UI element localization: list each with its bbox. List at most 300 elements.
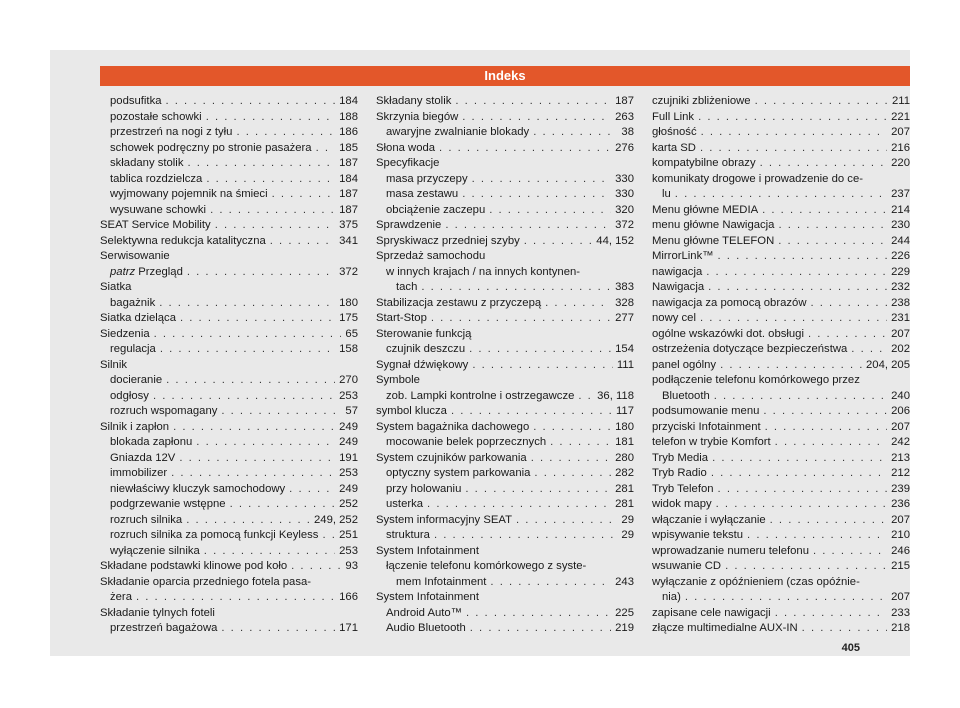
index-entry-page: 233 bbox=[891, 606, 910, 619]
index-entry-label: Menu główne TELEFON bbox=[652, 234, 775, 247]
index-entry-line bbox=[652, 327, 910, 343]
index-entry-label: podsumowanie menu bbox=[652, 405, 760, 417]
index-entry-page: 93 bbox=[345, 560, 358, 572]
index-entry-line bbox=[652, 218, 910, 234]
dot-leader bbox=[236, 125, 335, 141]
dot-leader bbox=[186, 513, 310, 529]
dot-leader bbox=[421, 280, 611, 296]
index-entry-line bbox=[100, 141, 358, 157]
dot-leader bbox=[210, 203, 335, 219]
index-entry-page: 236 bbox=[891, 498, 910, 510]
dot-leader bbox=[465, 482, 611, 498]
dot-leader bbox=[171, 466, 335, 482]
index-entry-line bbox=[100, 203, 358, 219]
dot-leader bbox=[778, 218, 887, 234]
index-entry bbox=[652, 203, 910, 219]
index-entry-label: Skrzynia biegów bbox=[376, 110, 459, 123]
index-entry-label: Selektywna redukcja katalityczna bbox=[100, 234, 266, 247]
index-entry-label: MirrorLink™ bbox=[652, 250, 714, 262]
index-entry-page: 226 bbox=[891, 250, 910, 262]
index-entry bbox=[376, 404, 634, 420]
index-entry-heading: Sterowanie funkcją bbox=[376, 327, 472, 340]
index-entry-label: docieranie bbox=[110, 374, 163, 386]
index-entry-label-line1: podłączenie telefonu komórkowego przez bbox=[652, 374, 860, 386]
index-entry-heading: Symbole bbox=[376, 374, 420, 386]
index-entry bbox=[100, 311, 358, 327]
index-entry-line bbox=[652, 249, 910, 265]
index-entry-line bbox=[652, 187, 910, 203]
index-entry-label: optyczny system parkowania bbox=[386, 467, 531, 479]
index-entry-page: 270 bbox=[339, 374, 358, 386]
index-entry bbox=[652, 296, 910, 312]
dot-leader bbox=[291, 559, 341, 575]
index-entry-label: masa przyczepy bbox=[386, 172, 468, 185]
index-entry-line bbox=[652, 451, 910, 467]
index-entry bbox=[100, 466, 358, 482]
index-entry-line bbox=[652, 203, 910, 219]
dot-leader bbox=[851, 342, 887, 358]
index-entry bbox=[100, 156, 358, 172]
index-entry-page: 158 bbox=[339, 343, 358, 355]
index-entry-page: 230 bbox=[891, 219, 910, 231]
dot-leader bbox=[322, 528, 335, 544]
index-entry-page: 238 bbox=[891, 296, 910, 309]
index-entry-page: 253 bbox=[339, 544, 358, 557]
dot-leader bbox=[316, 141, 336, 157]
index-entry-line bbox=[652, 311, 910, 327]
dot-leader bbox=[434, 528, 617, 544]
index-entry-line bbox=[376, 466, 634, 482]
index-entry bbox=[100, 528, 358, 544]
index-entry-label: przestrzeń bagażowa bbox=[110, 622, 218, 634]
index-entry-label: mocowanie belek poprzecznych bbox=[386, 436, 547, 448]
index-entry-page: 175 bbox=[339, 312, 358, 324]
index-entry-page: 221 bbox=[891, 110, 910, 123]
index-entry bbox=[376, 187, 634, 203]
index-entry-line bbox=[376, 404, 634, 420]
index-entry-label-line1: łączenie telefonu komórkowego z syste- bbox=[386, 560, 587, 572]
index-entry-line bbox=[652, 544, 910, 560]
index-entry bbox=[376, 156, 634, 172]
dot-leader bbox=[153, 389, 335, 405]
index-entry bbox=[100, 559, 358, 575]
index-entry bbox=[376, 466, 634, 482]
index-entry bbox=[100, 606, 358, 622]
index-entry-line bbox=[100, 435, 358, 451]
index-entry bbox=[100, 110, 358, 126]
index-entry bbox=[652, 435, 910, 451]
index-entry-line bbox=[100, 172, 358, 188]
dot-leader bbox=[173, 420, 335, 436]
index-entry-label: nowy cel bbox=[652, 312, 696, 324]
index-entry-line bbox=[652, 265, 910, 281]
index-entry-label: odgłosy bbox=[110, 389, 149, 402]
index-entry-page: 207 bbox=[891, 327, 910, 340]
dot-leader bbox=[470, 621, 611, 637]
index-entry bbox=[652, 172, 910, 203]
dot-leader bbox=[760, 156, 888, 172]
index-entry-line bbox=[652, 559, 910, 575]
dot-leader bbox=[711, 466, 887, 482]
index-entry-line bbox=[100, 621, 358, 637]
index-entry-page: 277 bbox=[615, 312, 634, 324]
index-entry-page: 263 bbox=[615, 110, 634, 123]
index-entry-line bbox=[376, 296, 634, 312]
index-entry-page: 231 bbox=[891, 312, 910, 324]
index-entry-page: 187 bbox=[339, 157, 358, 169]
dot-leader bbox=[716, 497, 887, 513]
index-entry-line bbox=[376, 358, 634, 374]
index-entry-page: 188 bbox=[339, 110, 358, 123]
index-entry-label: schowek podręczny po stronie pasażera bbox=[110, 141, 312, 154]
dot-leader bbox=[462, 110, 611, 126]
index-entry-line bbox=[376, 187, 634, 203]
index-entry-line bbox=[652, 280, 910, 296]
index-entry-label: SEAT Service Mobility bbox=[100, 219, 211, 231]
index-entry-line bbox=[100, 590, 358, 606]
dot-leader bbox=[159, 296, 335, 312]
index-entry bbox=[652, 218, 910, 234]
index-entry bbox=[100, 141, 358, 157]
index-entry bbox=[100, 389, 358, 405]
index-entry-line bbox=[376, 110, 634, 126]
index-entry-page: 252 bbox=[339, 498, 358, 510]
dot-leader bbox=[808, 327, 887, 343]
index-entry bbox=[100, 544, 358, 560]
index-entry-page: 180 bbox=[615, 420, 634, 433]
index-entry-label: Tryb Media bbox=[652, 451, 709, 464]
index-entry-label: Tryb Telefon bbox=[652, 482, 714, 495]
dot-leader bbox=[230, 497, 336, 513]
index-column-1 bbox=[100, 94, 358, 634]
index-entry bbox=[376, 497, 634, 513]
index-entry-line bbox=[376, 203, 634, 219]
index-entry-label: czujnik deszczu bbox=[386, 343, 466, 355]
index-entry-line bbox=[100, 404, 358, 420]
index-entry-label: rozruch silnika bbox=[110, 513, 183, 526]
index-entry-page: 180 bbox=[339, 296, 358, 309]
index-entry-line bbox=[100, 110, 358, 126]
index-entry-label: ogólne wskazówki dot. obsługi bbox=[652, 327, 804, 340]
index-entry bbox=[652, 373, 910, 404]
index-entry-label: przyciski Infotainment bbox=[652, 420, 761, 433]
index-entry-line bbox=[376, 218, 634, 234]
index-entry bbox=[652, 528, 910, 544]
index-entry-label: głośność bbox=[652, 126, 697, 138]
index-entry-line bbox=[652, 156, 910, 172]
index-entry-page: 191 bbox=[339, 451, 358, 464]
dot-leader bbox=[196, 435, 335, 451]
index-entry-line bbox=[376, 420, 634, 436]
index-entry-line bbox=[652, 141, 910, 157]
index-entry-label: System bagażnika dachowego bbox=[376, 420, 530, 433]
index-entry-label: wyjmowany pojemnik na śmieci bbox=[110, 188, 268, 200]
index-entry-page: 187 bbox=[615, 95, 634, 107]
index-entry-label: karta SD bbox=[652, 141, 696, 154]
dot-leader bbox=[810, 296, 887, 312]
index-entry-line bbox=[100, 559, 358, 575]
index-entry-line bbox=[652, 497, 910, 513]
index-entry-label: żera bbox=[110, 591, 132, 603]
index-entry bbox=[376, 420, 634, 436]
index-entry-page: 341 bbox=[339, 234, 358, 247]
dot-leader bbox=[775, 435, 887, 451]
index-entry-line bbox=[376, 528, 634, 544]
index-entry-line bbox=[100, 466, 358, 482]
index-entry-page: 207 bbox=[891, 591, 910, 603]
dot-leader bbox=[708, 280, 887, 296]
index-entry-line bbox=[652, 234, 910, 250]
index-entry bbox=[100, 435, 358, 451]
index-entry-label: podgrzewanie wstępne bbox=[110, 498, 226, 510]
index-entry-line bbox=[376, 621, 634, 637]
index-entry-line bbox=[376, 342, 634, 358]
dot-leader bbox=[490, 575, 611, 591]
index-entry-label: składany stolik bbox=[110, 157, 184, 169]
index-entry bbox=[652, 265, 910, 281]
index-entry-page: 111 bbox=[616, 358, 634, 371]
index-entry-label: tablica rozdzielcza bbox=[110, 172, 203, 185]
index-entry-line bbox=[376, 497, 634, 513]
dot-leader bbox=[700, 311, 887, 327]
index-entry-line bbox=[652, 342, 910, 358]
index-entry bbox=[652, 141, 910, 157]
dot-leader bbox=[451, 404, 612, 420]
index-entry-label: Gniazda 12V bbox=[110, 451, 176, 464]
index-entry-label: obciążenie zaczepu bbox=[386, 203, 486, 216]
index-entry bbox=[376, 125, 634, 141]
index-entry-label: symbol klucza bbox=[376, 405, 447, 417]
index-entry-label: Android Auto™ bbox=[386, 606, 462, 619]
index-entry-label: Składane podstawki klinowe pod koło bbox=[100, 560, 288, 572]
index-entry bbox=[100, 187, 358, 203]
index-column-3 bbox=[652, 94, 910, 634]
dot-leader bbox=[187, 265, 335, 281]
index-entry-page: 171 bbox=[339, 622, 358, 634]
index-entry-label: Start-Stop bbox=[376, 312, 427, 324]
index-entry-label: Full Link bbox=[652, 110, 695, 123]
index-entry bbox=[100, 404, 358, 420]
dot-leader bbox=[725, 559, 887, 575]
index-entry bbox=[376, 110, 634, 126]
index-entry-page: 225 bbox=[615, 606, 634, 619]
index-entry-page: 249 bbox=[339, 482, 358, 495]
index-entry-page: 282 bbox=[615, 467, 634, 479]
index-entry-label: wyłączenie silnika bbox=[110, 544, 200, 557]
index-entry-label: usterka bbox=[386, 498, 424, 510]
dot-leader bbox=[701, 125, 888, 141]
index-entry-label: złącze multimedialne AUX-IN bbox=[652, 622, 798, 634]
index-entry bbox=[100, 451, 358, 467]
index-entry-page: 207 bbox=[891, 513, 910, 526]
dot-leader bbox=[533, 420, 611, 436]
index-entry-page: 249 bbox=[339, 436, 358, 448]
index-entry-line bbox=[376, 172, 634, 188]
index-entry-label: włączanie i wyłączanie bbox=[652, 513, 766, 526]
index-entry-label: Siedzenia bbox=[100, 327, 150, 340]
dot-leader bbox=[775, 606, 887, 622]
index-entry-label: lu bbox=[662, 188, 671, 200]
index-entry-label-line1: Składanie oparcia przedniego fotela pasa- bbox=[100, 575, 312, 588]
index-entry bbox=[652, 482, 910, 498]
index-entry-page: 383 bbox=[615, 281, 634, 293]
index-entry bbox=[100, 265, 358, 281]
index-entry bbox=[100, 296, 358, 312]
dot-leader bbox=[802, 621, 887, 637]
index-entry-page: 36, 118 bbox=[597, 389, 634, 402]
index-entry-page: 214 bbox=[891, 203, 910, 216]
dot-leader bbox=[166, 94, 336, 110]
dot-leader bbox=[462, 187, 611, 203]
index-entry-page: 253 bbox=[339, 389, 358, 402]
dot-leader bbox=[166, 373, 335, 389]
index-entry bbox=[376, 141, 634, 157]
index-entry-label-line1: komunikaty drogowe i prowadzenie do ce- bbox=[652, 172, 863, 185]
index-entry bbox=[376, 451, 634, 467]
index-entry bbox=[376, 218, 634, 234]
dot-leader bbox=[206, 110, 335, 126]
index-entry bbox=[100, 497, 358, 513]
index-entry-page: 253 bbox=[339, 467, 358, 479]
index-entry-page: 249, 252 bbox=[314, 513, 358, 526]
index-entry bbox=[652, 358, 910, 374]
index-entry-label: patrz Przegląd bbox=[110, 265, 183, 278]
dot-leader bbox=[714, 389, 887, 405]
index-entry bbox=[652, 327, 910, 343]
dot-leader bbox=[221, 621, 335, 637]
index-entry-page: 232 bbox=[891, 281, 910, 293]
index-entry-label: ostrzeżenia dotyczące bezpieczeństwa bbox=[652, 343, 848, 355]
index-entry-page: 29 bbox=[621, 529, 634, 541]
index-entry-line bbox=[376, 311, 634, 327]
index-entry-label: czujniki zbliżeniowe bbox=[652, 95, 751, 107]
index-entry bbox=[376, 513, 634, 529]
index-entry-line bbox=[376, 575, 634, 591]
dot-leader bbox=[545, 296, 611, 312]
dot-leader bbox=[706, 265, 887, 281]
index-entry-page: 276 bbox=[615, 141, 634, 154]
index-entry-label: kompatybilne obrazy bbox=[652, 157, 756, 169]
index-entry bbox=[100, 125, 358, 141]
index-entry bbox=[652, 575, 910, 606]
dot-leader bbox=[204, 544, 335, 560]
index-entry bbox=[376, 311, 634, 327]
index-entry bbox=[100, 172, 358, 188]
index-entry bbox=[376, 358, 634, 374]
index-entry-page: 246 bbox=[891, 544, 910, 557]
index-entry-page: 249 bbox=[339, 420, 358, 433]
index-entry bbox=[376, 373, 634, 389]
index-entry bbox=[100, 420, 358, 436]
index-entry-label: wsuwanie CD bbox=[652, 560, 722, 572]
index-entry bbox=[100, 482, 358, 498]
dot-leader bbox=[534, 466, 611, 482]
dot-leader bbox=[698, 110, 887, 126]
dot-leader bbox=[466, 606, 611, 622]
index-entry-page: 251 bbox=[339, 529, 358, 541]
index-entry-label: wysuwane schowki bbox=[110, 203, 207, 216]
index-entry-page: 280 bbox=[615, 451, 634, 464]
index-entry-line bbox=[652, 435, 910, 451]
index-entry-line bbox=[376, 435, 634, 451]
index-entry-label: regulacja bbox=[110, 343, 156, 355]
index-entry-label: Nawigacja bbox=[652, 281, 705, 293]
index-entry-line bbox=[376, 141, 634, 157]
index-entry-page: 186 bbox=[339, 126, 358, 138]
index-entry-label: struktura bbox=[386, 529, 430, 541]
index-entry bbox=[652, 311, 910, 327]
index-entry-line bbox=[100, 389, 358, 405]
index-entry-label: bagażnik bbox=[110, 296, 156, 309]
index-entry-page: 281 bbox=[615, 482, 634, 495]
index-entry-page: 44, 152 bbox=[596, 234, 634, 247]
index-entry-line bbox=[652, 590, 910, 606]
index-entry-line bbox=[376, 234, 634, 250]
index-entry-line bbox=[100, 234, 358, 250]
index-entry-line bbox=[376, 389, 634, 405]
index-entry-label: System czujników parkowania bbox=[376, 451, 527, 464]
index-entry-page: 187 bbox=[339, 203, 358, 216]
index-entry-label: Siatka dzieląca bbox=[100, 312, 176, 324]
index-entry-page: 229 bbox=[891, 265, 910, 278]
index-entry-line bbox=[652, 466, 910, 482]
index-entry bbox=[100, 513, 358, 529]
index-entry-heading: Sprzedaż samochodu bbox=[376, 250, 486, 262]
dot-leader bbox=[765, 420, 888, 436]
index-entry-page: 330 bbox=[615, 188, 634, 200]
index-entry bbox=[652, 559, 910, 575]
index-entry-label: Składany stolik bbox=[376, 95, 452, 107]
index-entry-label: Bluetooth bbox=[662, 389, 710, 402]
dot-leader bbox=[154, 327, 342, 343]
index-entry bbox=[376, 559, 634, 590]
index-entry bbox=[376, 94, 634, 110]
dot-leader bbox=[524, 234, 593, 250]
index-entry-page: 237 bbox=[891, 188, 910, 200]
index-entry bbox=[652, 342, 910, 358]
dot-leader bbox=[712, 451, 887, 467]
index-entry bbox=[376, 342, 634, 358]
dot-leader bbox=[472, 172, 612, 188]
index-entry bbox=[376, 203, 634, 219]
dot-leader bbox=[685, 590, 887, 606]
dot-leader bbox=[272, 187, 336, 203]
index-entry-label: rozruch silnika za pomocą funkcji Keyless bbox=[110, 529, 319, 541]
index-entry-line bbox=[652, 296, 910, 312]
index-entry-label: Menu główne MEDIA bbox=[652, 203, 759, 216]
dot-leader bbox=[160, 342, 335, 358]
index-entry bbox=[100, 373, 358, 389]
index-entry-page: 202 bbox=[891, 343, 910, 355]
index-entry-label: Audio Bluetooth bbox=[386, 622, 466, 634]
index-entry-label: widok mapy bbox=[652, 498, 712, 510]
index-entry-label: przestrzeń na nogi z tyłu bbox=[110, 126, 233, 138]
dot-leader bbox=[427, 497, 611, 513]
index-entry-page: 218 bbox=[891, 622, 910, 634]
index-entry bbox=[376, 621, 634, 637]
index-entry bbox=[376, 590, 634, 606]
index-entry-page: 181 bbox=[615, 436, 634, 448]
index-entry-label: Stabilizacja zestawu z przyczepą bbox=[376, 296, 542, 309]
dot-leader bbox=[516, 513, 617, 529]
index-column-2 bbox=[376, 94, 634, 634]
index-entry bbox=[652, 234, 910, 250]
index-entry-page: 240 bbox=[891, 389, 910, 402]
index-entry bbox=[100, 342, 358, 358]
dot-leader bbox=[445, 218, 611, 234]
dot-leader bbox=[472, 358, 613, 374]
dot-leader bbox=[763, 404, 887, 420]
